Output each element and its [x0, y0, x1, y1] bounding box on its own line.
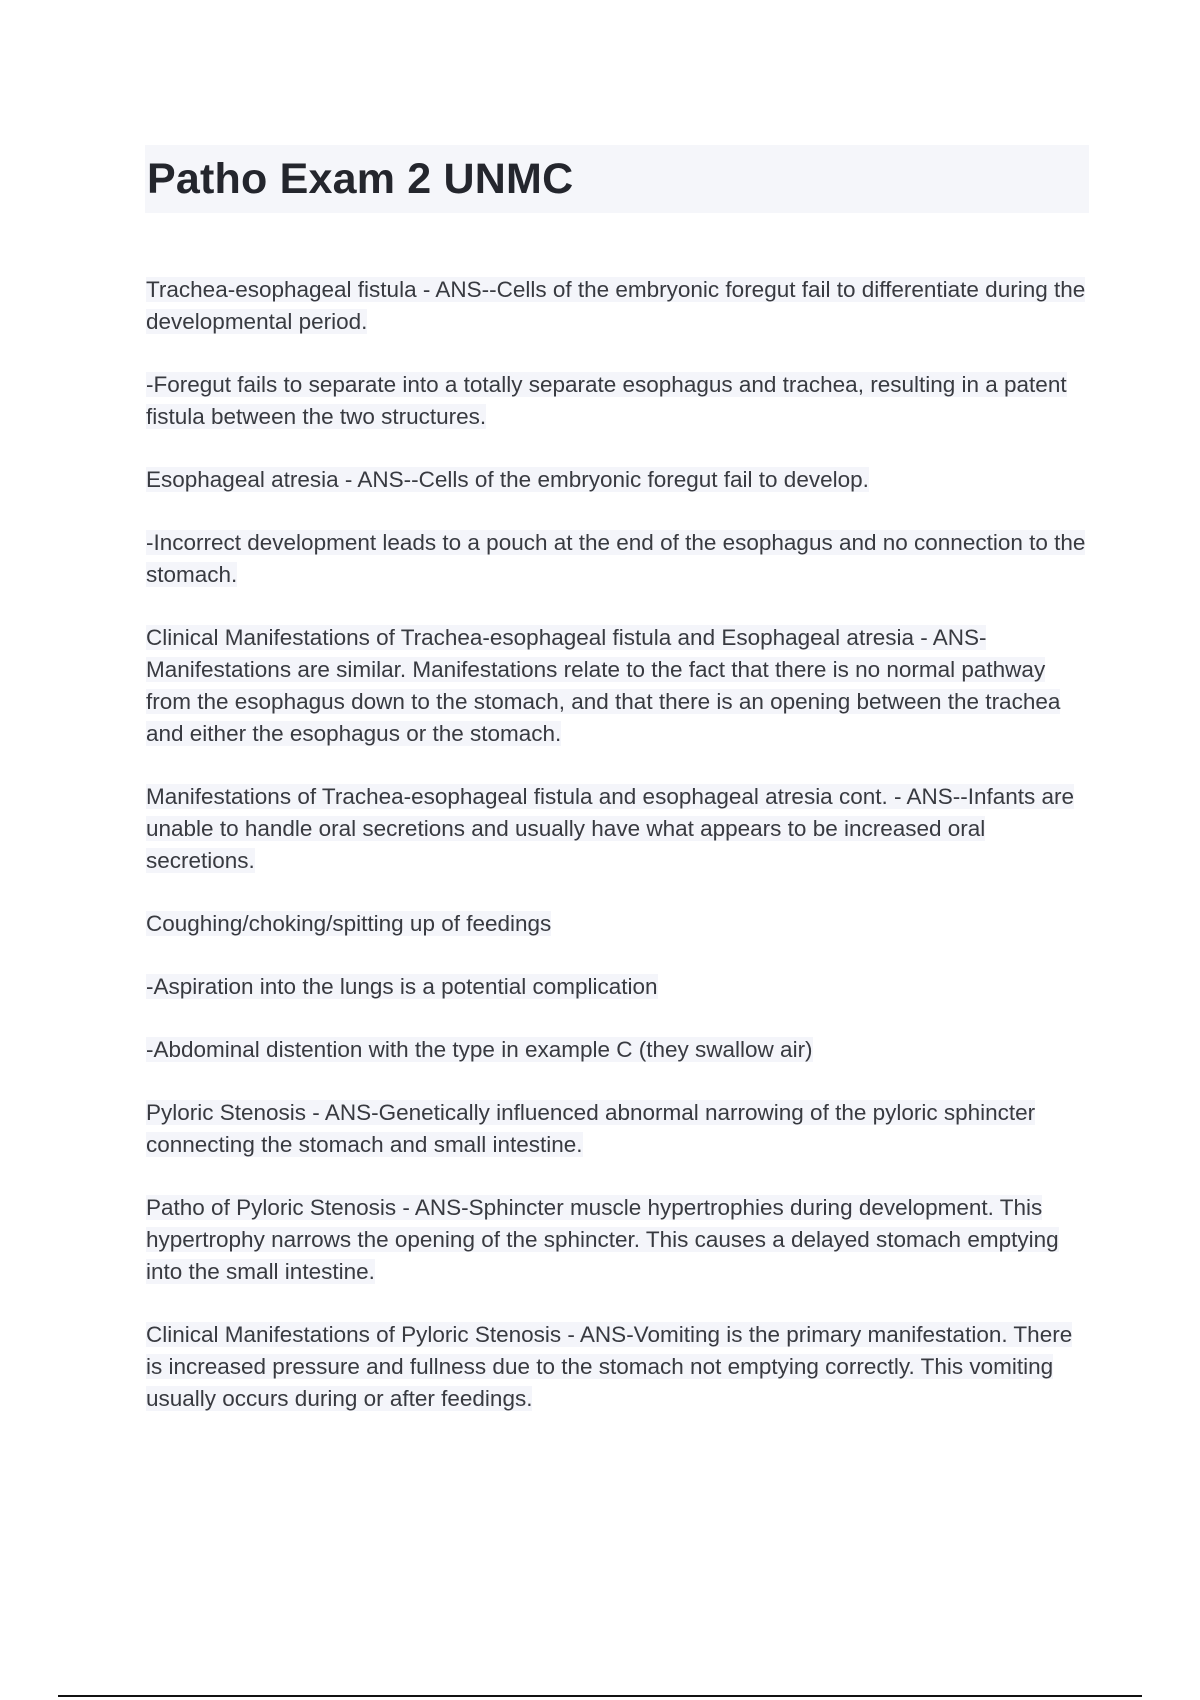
paragraph-text: Manifestations of Trachea-esophageal fistula and esophageal atresia cont. - ANS--Infants are unable to handle oral secretions and usually have what appears to be increased oral secretions. — [146, 784, 1075, 873]
document-body — [146, 274, 1091, 1446]
paragraph-8 — [146, 971, 1091, 1003]
paragraph-text: Clinical Manifestations of Pyloric Stenosis - ANS-Vomiting is the primary manifestation. There is increased pressure and fullness due to the stomach not emptying correctly. This vomiting usually occurs during or after feedings. — [146, 1322, 1073, 1411]
paragraph-text: Pyloric Stenosis - ANS-Genetically influenced abnormal narrowing of the pyloric sphincter connecting the stomach and small intestine. — [146, 1100, 1036, 1157]
paragraph-9 — [146, 1034, 1091, 1066]
paragraph-text: Patho of Pyloric Stenosis - ANS-Sphincter muscle hypertrophies during development. This hypertrophy narrows the opening of the sphincter. This causes a delayed stomach emptying into the small intestine. — [146, 1195, 1059, 1284]
document-title: Patho Exam 2 UNMC — [147, 155, 574, 203]
paragraph-2 — [146, 369, 1091, 433]
paragraph-5 — [146, 622, 1091, 750]
paragraph-text: Coughing/choking/spitting up of feedings — [146, 911, 552, 936]
paragraph-text: Esophageal atresia - ANS--Cells of the embryonic foregut fail to develop. — [146, 467, 869, 492]
paragraph-10 — [146, 1097, 1091, 1161]
paragraph-11 — [146, 1192, 1091, 1288]
paragraph-text: -Aspiration into the lungs is a potential complication — [146, 974, 658, 999]
paragraph-12 — [146, 1319, 1091, 1415]
paragraph-text: -Incorrect development leads to a pouch at the end of the esophagus and no connection to the stomach. — [146, 530, 1086, 587]
paragraph-1 — [146, 274, 1091, 338]
paragraph-3 — [146, 464, 1091, 496]
paragraph-4 — [146, 527, 1091, 591]
footer-divider — [58, 1695, 1142, 1697]
paragraph-6 — [146, 781, 1091, 877]
paragraph-text: Trachea-esophageal fistula - ANS--Cells of the embryonic foregut fail to differentiate during the developmental period. — [146, 277, 1086, 334]
paragraph-text: Clinical Manifestations of Trachea-esophageal fistula and Esophageal atresia - ANS-Manifestations are similar. Manifestations relate to the fact that there is no normal pathway from the esophagus down to the stomach, and that there is an opening between the trachea and either the esophagus or the stomach. — [146, 625, 1061, 746]
paragraph-text: -Abdominal distention with the type in example C (they swallow air) — [146, 1037, 813, 1062]
paragraph-text: -Foregut fails to separate into a totally separate esophagus and trachea, resulting in a patent fistula between the two structures. — [146, 372, 1067, 429]
paragraph-7 — [146, 908, 1091, 940]
